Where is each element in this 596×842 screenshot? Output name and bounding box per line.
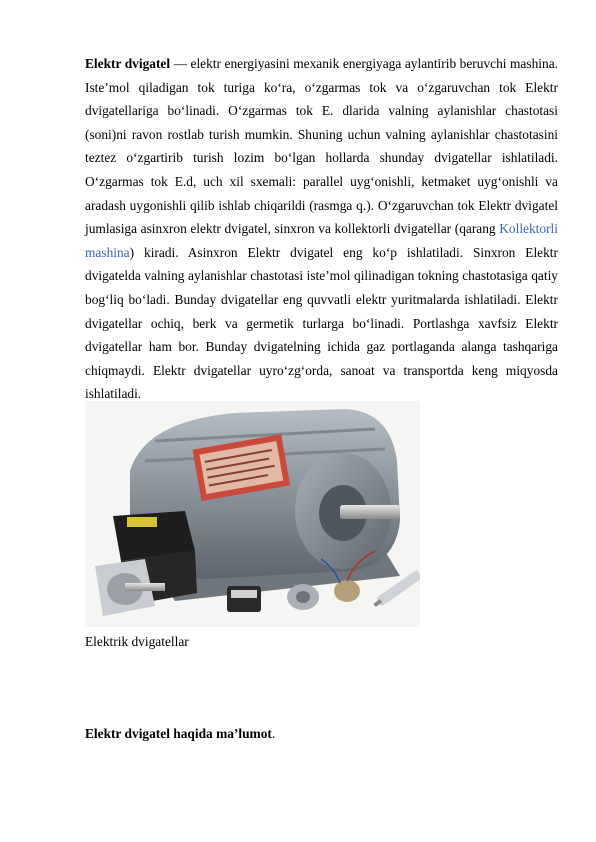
article-rest: ) kiradi. Asinxron Elektr dvigatel eng ko‘p ishlatiladi. Sinxron Elektr dvigatelda valning aylanishlar chastotasi iste’mol qilinadigan tokning chastotasiga qatiy bog‘liq bo‘ladi. Bunday dvigatellar eng quvvatli elektr yuritmalarda ishlatiladi. Elektr dvigatellar ochiq, berk va germetik turlarga bo‘linadi. Portlashga xavfsiz Elektr dvigatellar ham bor. Bunday dvigatelning ichida gaz portlaganda alanga tashqariga chiqmaydi. Elektr dvigatellar uyro‘zg‘orda, sanoat va transportda keng miqyosda ishlatiladi. bbox=[85, 244, 558, 402]
article-term: Elektr dvigatel bbox=[85, 56, 171, 71]
kollektorli-mashina-link[interactable]: Kollektorli mashina bbox=[85, 221, 558, 260]
section-heading bbox=[85, 726, 275, 742]
article-intro: — elektr energiyasini mexanik energiyaga aylantirib beruvchi mashina. Iste’mol qiladigan tok turiga ko‘ra, o‘zgarmas tok va o‘zgaruvchan tok Elektr dvigatellariga bo‘linadi. O‘zgarmas tok E. dlarida valning aylanishlar chastotasi (soni)ni ravon rostlab turish mumkin. Shuning uchun valning aylanishlar chastotasini teztez o‘zgartirib turish lozim bo‘lgan hollarda shunday dvigatellar ishlatiladi. O‘zgarmas tok E.d, uch xil sxemali: parallel uyg‘onishli, ketmaket uyg‘onishli va aradash uygonishli qilib ishlab chiqarildi (rasmga q.). O‘zgaruvchan tok Elektr dvigatel jumlasiga asinxron elektr dvigatel, sinxron va kollektorli dvigatellar (qarang bbox=[85, 56, 558, 237]
article-paragraph bbox=[85, 52, 558, 406]
figure-caption: Elektrik dvigatellar bbox=[85, 634, 189, 649]
electric-motors-illustration bbox=[85, 401, 420, 627]
section-heading-title: Elektr dvigatel haqida ma’lumot bbox=[85, 726, 272, 741]
electric-motors-photo bbox=[85, 401, 420, 627]
section-heading-period: . bbox=[271, 726, 276, 741]
